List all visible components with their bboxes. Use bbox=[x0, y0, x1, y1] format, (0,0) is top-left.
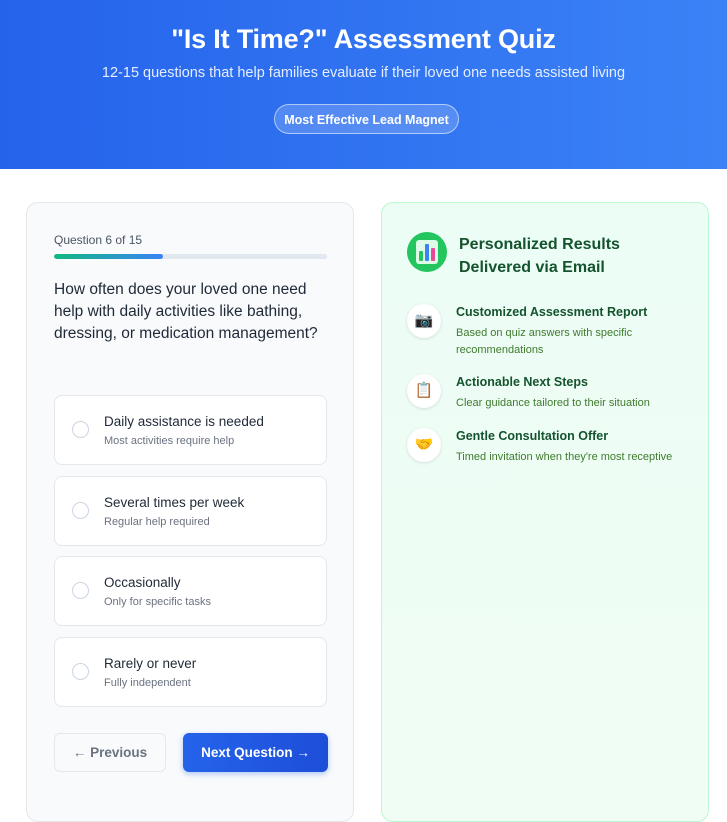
option-title: Occasionally bbox=[104, 575, 181, 590]
results-card bbox=[381, 202, 709, 822]
option-subtitle: Regular help required bbox=[104, 516, 210, 528]
bar-chart-icon bbox=[407, 232, 447, 272]
page-title: "Is It Time?" Assessment Quiz bbox=[171, 24, 556, 54]
page-subtitle: 12-15 questions that help families evaluate if their loved one needs assisted living bbox=[101, 65, 626, 81]
hero-banner bbox=[0, 0, 727, 169]
clipboard-icon: 📋 bbox=[407, 374, 441, 408]
progress-bar-fill bbox=[54, 254, 163, 259]
feature-description: Based on quiz answers with specific recommendations bbox=[456, 327, 633, 356]
radio-button[interactable] bbox=[72, 502, 89, 519]
results-title: Personalized Results Delivered via Email bbox=[459, 236, 620, 276]
radio-button[interactable] bbox=[72, 421, 89, 438]
radio-button[interactable] bbox=[72, 663, 89, 680]
feature-description: Clear guidance tailored to their situation bbox=[456, 397, 650, 409]
feature-title: Actionable Next Steps bbox=[456, 375, 588, 389]
option-title: Rarely or never bbox=[104, 656, 197, 671]
answer-option-daily[interactable] bbox=[54, 395, 327, 465]
option-title: Daily assistance is needed bbox=[104, 414, 264, 429]
option-title: Several times per week bbox=[104, 495, 245, 510]
feature-title: Gentle Consultation Offer bbox=[456, 429, 609, 443]
answer-option-occasionally[interactable] bbox=[54, 556, 327, 626]
previous-button[interactable]: ← Previous bbox=[54, 733, 166, 772]
lead-magnet-badge: Most Effective Lead Magnet bbox=[274, 104, 459, 134]
answer-option-weekly[interactable] bbox=[54, 476, 327, 546]
option-subtitle: Most activities require help bbox=[104, 435, 235, 447]
handshake-icon: 🤝 bbox=[407, 428, 441, 462]
option-subtitle: Only for specific tasks bbox=[104, 596, 211, 608]
progress-bar bbox=[54, 254, 327, 259]
feature-description: Timed invitation when they're most receptive bbox=[456, 451, 673, 463]
next-question-button[interactable]: Next Question → bbox=[183, 733, 328, 772]
question-text: How often does your loved one need help with daily activities like bathing, dressing, or medication management? bbox=[54, 281, 318, 342]
answer-option-rarely[interactable] bbox=[54, 637, 327, 707]
quiz-card bbox=[26, 202, 354, 822]
option-subtitle: Fully independent bbox=[104, 677, 191, 689]
feature-title: Customized Assessment Report bbox=[456, 305, 648, 319]
camera-icon: 📷 bbox=[407, 304, 441, 338]
question-progress-label: Question 6 of 15 bbox=[54, 233, 143, 247]
radio-button[interactable] bbox=[72, 582, 89, 599]
